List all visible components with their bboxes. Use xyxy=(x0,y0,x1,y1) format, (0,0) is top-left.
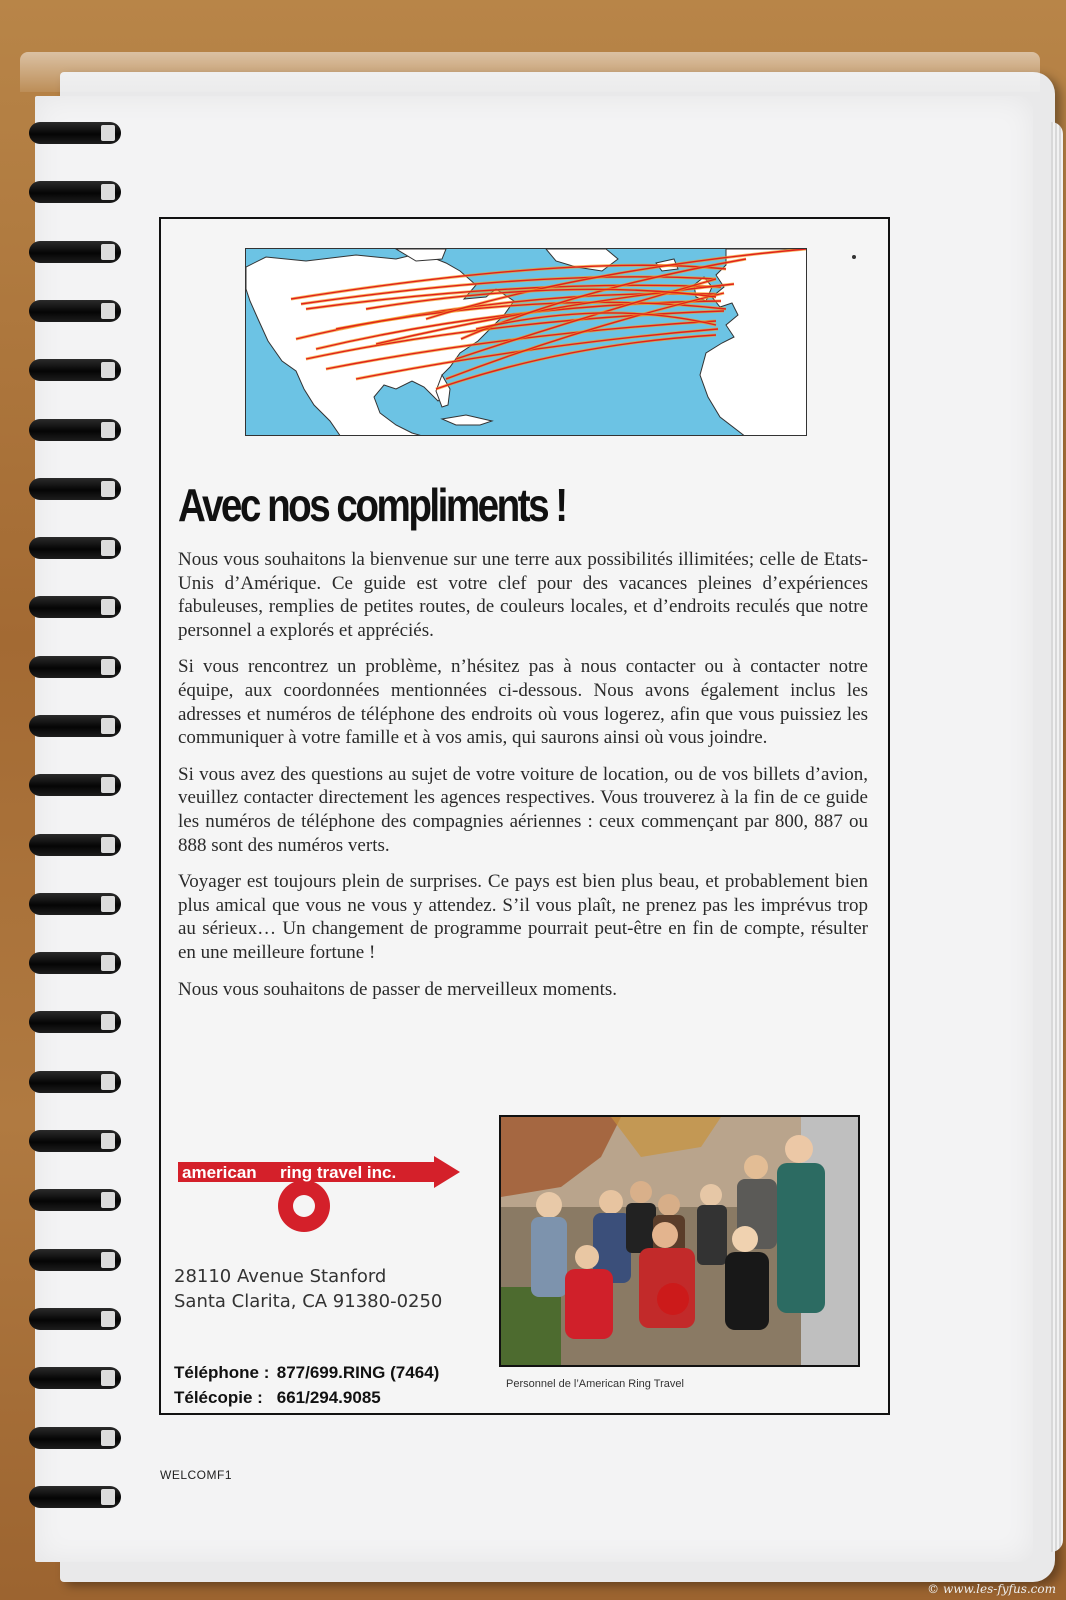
page-code: WELCOMF1 xyxy=(160,1468,233,1482)
punch-hole xyxy=(101,1133,115,1149)
phone-row xyxy=(174,1360,439,1385)
paragraph: Nous vous souhaitons de passer de merveilleux moments. xyxy=(178,978,618,1000)
logo-word-american: american xyxy=(182,1163,257,1182)
contact-numbers xyxy=(174,1360,439,1410)
route-map xyxy=(245,248,807,436)
punch-hole xyxy=(101,481,115,497)
punch-hole xyxy=(101,303,115,319)
paragraph: Nous vous souhaitons la bienvenue sur une terre aux possibilités illimitées; celle de Etats-Unis d’Amérique. Ce guide est votre clef pour des vacances pleines d’expériences fabuleuses, remplies de petites routes, de couleurs locales, et d’endroits reculés que notre personnel a explorés et appréciés. xyxy=(178,549,868,641)
page-heading: Avec nos compliments ! xyxy=(178,479,566,531)
punch-hole xyxy=(101,125,115,141)
paragraph: Voyager est toujours plein de surprises. Ce pays est bien plus beau, et probablement bien plus amical que vous ne vous y attendez. S’il vous plaît, ne prenez pas les imprévus trop au sérieux… Un changement de programme pourrait peut-être en fin de compte, résulter en une meilleure fortune ! xyxy=(178,871,868,963)
address-city: Santa Clarita, CA 91380-0250 xyxy=(174,1291,443,1312)
welcome-text xyxy=(178,548,868,1014)
punch-hole xyxy=(101,896,115,912)
route-map-graphic xyxy=(246,249,807,436)
paragraph: Si vous rencontrez un problème, n’hésitez pas à nous contacter ou à contacter notre équipe, aux coordonnées mentionnées ci-dessous. Nous avons également inclus les adresses et numéros de téléphone des endroits où vous logerez, afin que vous puissiez les communiquer à votre famille et à vos amis, qui saurons ainsi où vous joindre. xyxy=(178,656,868,749)
punch-hole xyxy=(101,777,115,793)
punch-hole xyxy=(101,1192,115,1208)
punch-hole xyxy=(101,422,115,438)
logo-word-ring-travel: ring travel inc. xyxy=(280,1163,397,1182)
punch-hole xyxy=(101,1311,115,1327)
punch-hole xyxy=(101,244,115,260)
address-street: 28110 Avenue Stanford xyxy=(174,1266,387,1287)
punch-hole xyxy=(101,718,115,734)
phone-label: Téléphone : xyxy=(174,1363,270,1382)
fax-value: 661/294.9085 xyxy=(276,1388,381,1407)
phone-value: 877/699.RING (7464) xyxy=(276,1363,440,1382)
fax-label: Télécopie : xyxy=(174,1388,263,1407)
staff-photo-image xyxy=(501,1117,858,1365)
punch-hole xyxy=(101,362,115,378)
punch-hole xyxy=(101,540,115,556)
fax-row xyxy=(174,1385,439,1410)
punch-hole xyxy=(101,1430,115,1446)
punch-hole xyxy=(101,955,115,971)
punch-hole xyxy=(101,1370,115,1386)
punch-hole xyxy=(101,1489,115,1505)
punch-hole xyxy=(101,184,115,200)
photo-caption: Personnel de l’American Ring Travel xyxy=(506,1378,684,1390)
punch-hole xyxy=(101,1014,115,1030)
punch-hole xyxy=(101,837,115,853)
staff-group-photo xyxy=(499,1115,860,1367)
watermark: © www.les-fyfus.com xyxy=(927,1582,1056,1596)
company-logo xyxy=(176,1156,461,1236)
punch-hole xyxy=(101,1074,115,1090)
page-mark-dot xyxy=(852,255,856,259)
punch-hole xyxy=(101,659,115,675)
paragraph: Si vous avez des questions au sujet de votre voiture de location, ou de vos billets d’avion, veuillez contacter directement les agences respectives. Vous trouverez à la fin de ce guide les numéros de téléphone des compagnies aériennes : ceux commençant par 800, 887 ou 888 sont des numéros verts. xyxy=(178,763,868,856)
logo-graphic xyxy=(176,1156,461,1236)
company-address xyxy=(174,1264,442,1314)
plastic-sleeve xyxy=(20,52,1040,92)
punch-hole xyxy=(101,599,115,615)
punch-hole xyxy=(101,1252,115,1268)
